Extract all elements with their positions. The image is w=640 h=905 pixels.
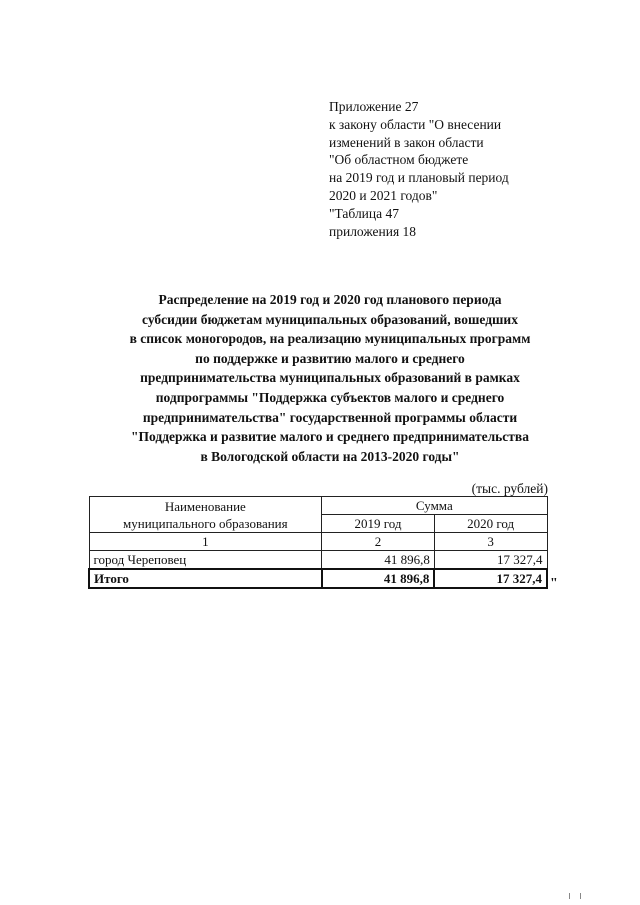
appendix-line: Приложение 27 bbox=[329, 99, 419, 114]
column-number: 3 bbox=[434, 533, 547, 551]
amount-2020: 17 327,4 bbox=[434, 551, 547, 570]
closing-quote: " bbox=[550, 576, 558, 591]
column-number: 2 bbox=[322, 533, 435, 551]
table-header-row bbox=[89, 497, 547, 515]
appendix-line: приложения 18 bbox=[329, 223, 417, 239]
total-2019: 41 896,8 bbox=[322, 569, 435, 588]
sum-column-header: Сумма bbox=[322, 497, 547, 515]
appendix-reference bbox=[329, 98, 509, 240]
units-label: (тыс. рублей) bbox=[471, 481, 548, 496]
title-line: в список моногородов, на реализацию муниципальных программ bbox=[129, 331, 531, 347]
appendix-line: изменений в закон области bbox=[329, 134, 484, 150]
title-line: "Поддержка и развитие малого и среднего предпринимательства bbox=[131, 429, 529, 445]
appendix-line: "Об областном бюджете bbox=[329, 152, 469, 168]
title-line: подпрограммы "Поддержка субъектов малого и среднего bbox=[155, 389, 505, 405]
appendix-line: 2020 и 2021 годов" bbox=[329, 187, 438, 203]
total-row bbox=[89, 569, 547, 588]
document-title bbox=[60, 290, 600, 466]
amount-2019: 41 896,8 bbox=[322, 551, 435, 570]
appendix-line: на 2019 год и плановый период bbox=[329, 170, 509, 186]
title-line: субсидии бюджетам муниципальных образований, вошедших bbox=[142, 311, 518, 327]
column-numbers-row bbox=[89, 533, 547, 551]
distribution-table bbox=[88, 496, 548, 589]
total-2020: 17 327,4 bbox=[434, 569, 547, 588]
name-column-header bbox=[89, 497, 322, 533]
table-row bbox=[89, 551, 547, 570]
scan-mark bbox=[580, 893, 581, 899]
appendix-line: "Таблица 47 bbox=[329, 205, 399, 221]
title-line: предпринимательства муниципальных образований в рамках bbox=[140, 370, 520, 386]
scan-mark bbox=[569, 893, 570, 899]
year-2020-header: 2020 год bbox=[434, 515, 547, 533]
municipality-name: город Череповец bbox=[89, 551, 322, 570]
year-2019-header: 2019 год bbox=[322, 515, 435, 533]
title-line: Распределение на 2019 год и 2020 год планового периода bbox=[158, 292, 502, 307]
title-line: предпринимательства" государственной программы области bbox=[142, 409, 518, 425]
title-line: в Вологодской области на 2013-2020 годы" bbox=[200, 448, 460, 464]
title-line: по поддержке и развитию малого и среднего bbox=[195, 350, 465, 366]
name-header-line: Наименование bbox=[164, 498, 246, 514]
appendix-line: к закону области "О внесении bbox=[329, 116, 502, 132]
total-label: Итого bbox=[89, 569, 322, 588]
column-number: 1 bbox=[89, 533, 322, 551]
name-header-line: муниципального образования bbox=[123, 515, 288, 531]
